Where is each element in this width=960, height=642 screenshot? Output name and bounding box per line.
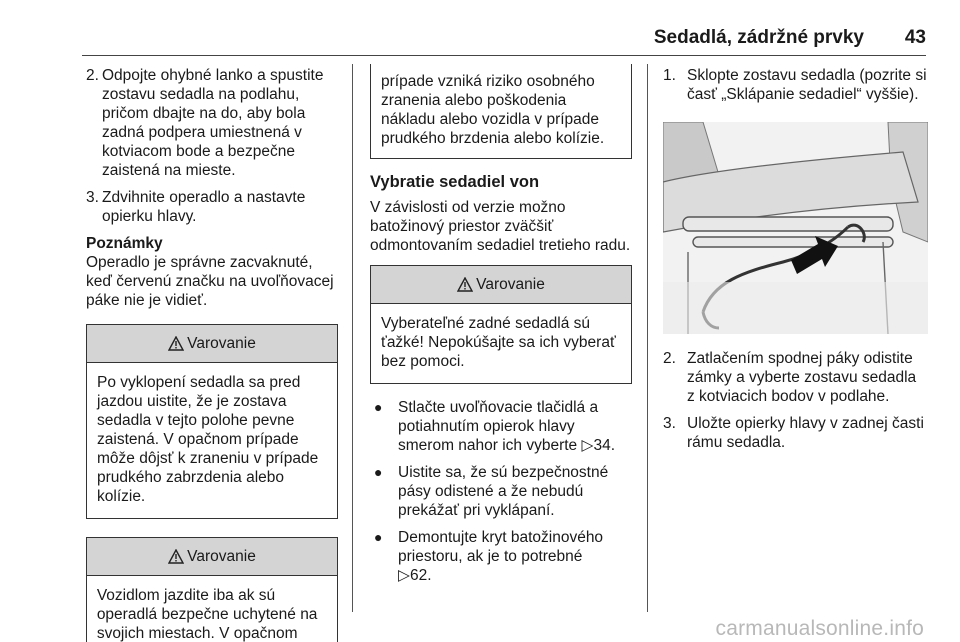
header-divider [82,55,926,56]
warning-triangle-icon [168,549,184,564]
list-item: 3. Zdvihnite operadlo a nastavte opierku hlavy. [86,189,306,225]
list-item: 2. Odpojte ohybné lanko a spustite zostavu sedadla na podlahu, pričom dbajte na do, aby bola zadná podpera umiestnená v kotviacom bode a bezpečne zaistená na mieste. [86,67,324,179]
section-heading: Vybratie sedadiel von [370,173,540,191]
warning-header: Varovanie [87,538,337,576]
column-right [663,66,928,460]
list-item: ● Stlačte uvoľňovacie tlačidlá a potiahnutím opierok hlavy smerom nahor ich vyberte ▷34. [374,399,616,454]
warning-continuation: prípade vzniká riziko osobného zranenia alebo poškodenia nákladu alebo vozidla v prípade prudkého brzdenia alebo kolízie. [370,64,632,159]
warning-box [370,265,632,384]
bullet-icon: ● [374,399,383,415]
page-reference-icon: ▷ [581,437,594,454]
notes-text: Operadlo je správne zacvaknuté, keď červenú značku na uvoľňovacej páke nie je vidieť. [86,254,334,309]
column-divider-2 [647,64,648,612]
list-item: 2. Zatlačením spodnej páky odistite zámky a vyberte zostavu sedadla z kotviacich bodov v podlahe. [663,350,917,405]
warning-header: Varovanie [371,266,631,304]
warning-box [86,537,338,642]
column-divider-1 [352,64,353,612]
warning-header: Varovanie [87,325,337,363]
bullet-icon: ● [374,464,383,480]
list-item: 1. Sklopte zostavu sedadla (pozrite si časť „Sklápanie sedadiel“ vyššie). [663,67,927,103]
list-item: ● Uistite sa, že sú bezpečnostné pásy odistené a že nebudú prekážať pri vyklápaní. [374,464,609,519]
list-item: 3. Uložte opierky hlavy v zadnej časti rámu sedadla. [663,415,924,451]
warning-box [86,324,338,519]
page-reference[interactable]: 62. [410,567,432,584]
section-intro: V závislosti od verzie možno batožinový priestor zväčšiť odmontovaním sedadiel tretieho radu. [370,199,631,254]
bullet-icon: ● [374,529,383,545]
page-number: 43 [904,27,926,48]
column-middle [370,66,632,593]
seat-removal-illustration [663,122,928,334]
warning-text: Vyberateľné zadné sedadlá sú ťažké! Nepokúšajte sa ich vyberať bez pomoci. [381,315,616,370]
warning-text: Vozidlom jazdite iba ak sú operadlá bezpečne uchytené na svojich miestach. V opačnom [86,576,338,642]
page-reference[interactable]: 34. [593,437,616,454]
column-left [86,66,338,642]
warning-text: Po vyklopení sedadla sa pred jazdou uistite, že je zostava sedadla v tejto polohe pevne zaistená. V opačnom prípade môže dôjsť k zraneniu v prípade prudkého zabrzdenia alebo kolízie. [97,374,319,505]
page-title: Sedadlá, zádržné prvky [653,27,864,48]
list-item: ● Demontujte kryt batožinového priestoru, ak je to potrebné ▷62. [374,529,604,584]
warning-triangle-icon [168,336,184,351]
notes-heading: Poznámky [86,235,163,252]
page-reference-icon: ▷ [398,567,410,584]
page-header [82,28,926,54]
watermark: carmanualsonline.info [715,617,924,640]
warning-triangle-icon [457,277,473,292]
